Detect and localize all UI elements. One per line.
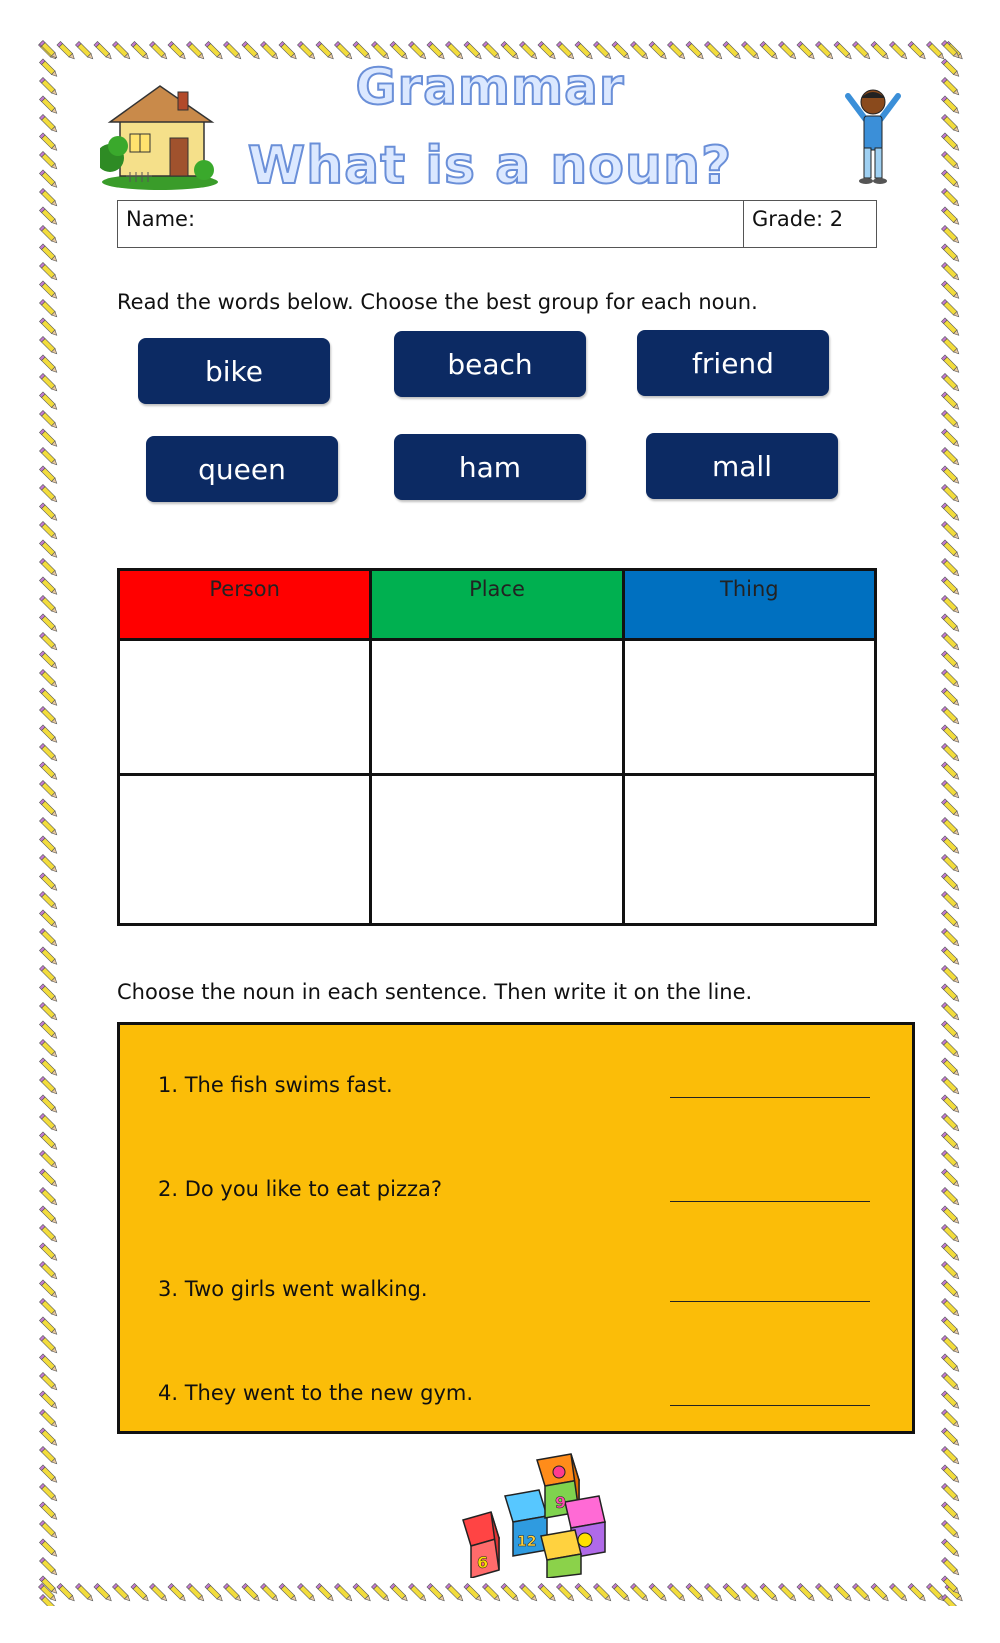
pencil-icon [760,1583,779,1602]
pencil-icon [941,355,960,374]
pencil-icon [39,743,58,762]
pencil-icon [390,1583,409,1602]
pencil-icon [941,373,960,392]
pencil-icon [39,1335,58,1354]
pencil-icon [39,1428,58,1447]
pencil-icon [260,1583,279,1602]
pencil-icon [941,1095,960,1114]
sentence-item: 1. The fish swims fast. [158,1073,393,1097]
pencil-icon [39,1576,58,1595]
pencil-icon [39,725,58,744]
pencil-icon [941,817,960,836]
pencil-icon [941,1021,960,1040]
pencil-icon [941,1557,960,1576]
drop-cell-person[interactable] [119,775,371,925]
pencil-icon [149,1583,168,1602]
pencil-icon [941,262,960,281]
pencil-icon [941,521,960,540]
pencil-icon [889,1583,908,1602]
drop-cell-place[interactable] [371,640,623,775]
worksheet-subtitle: What is a noun? [247,136,733,196]
pencil-icon [482,1583,501,1602]
pencil-icon [39,1058,58,1077]
pencil-icon [39,1224,58,1243]
pencil-icon [39,40,58,59]
sentence-item: 4. They went to the new gym. [158,1381,474,1405]
pencil-icon [39,1169,58,1188]
pencil-icon [556,1583,575,1602]
pencil-icon [112,1583,131,1602]
pencil-icon [941,947,960,966]
pencil-icon [941,1298,960,1317]
pencil-icon [39,614,58,633]
pencil-icon [39,392,58,411]
pencil-icon [941,891,960,910]
word-chip-friend[interactable]: friend [637,330,829,396]
drop-cell-person[interactable] [119,640,371,775]
pencil-icon [242,1583,261,1602]
pencil-icon [39,817,58,836]
pencil-icon [39,1354,58,1373]
pencil-icon [941,466,960,485]
pencil-icon [941,706,960,725]
pencil-icon [941,984,960,1003]
pencil-icon [39,1113,58,1132]
pencil-icon [941,595,960,614]
instruction-sentences: Choose the noun in each sentence. Then write it on the line. [117,980,753,1004]
pencil-icon [445,1583,464,1602]
pencil-icon [941,762,960,781]
pencil-icon [39,928,58,947]
pencil-icon [39,910,58,929]
pencil-icon [941,1483,960,1502]
pencil-icon [39,891,58,910]
pencil-icon [941,1520,960,1539]
pencil-icon [941,114,960,133]
toy-blocks-icon [455,1450,635,1578]
pencil-icon [908,1583,927,1602]
pencil-icon [941,1576,960,1595]
pencil-icon [941,743,960,762]
pencil-icon [941,1058,960,1077]
pencil-icon [39,836,58,855]
pencil-icon [39,762,58,781]
pencil-icon [941,632,960,651]
pencil-icon [39,1502,58,1521]
pencil-icon [941,558,960,577]
pencil-icon [168,1583,187,1602]
pencil-icon [39,1409,58,1428]
pencil-icon [941,1372,960,1391]
pencil-icon [941,503,960,522]
pencil-icon [941,725,960,744]
pencil-icon [941,577,960,596]
pencil-icon [941,1409,960,1428]
pencil-icon [39,521,58,540]
drop-cell-place[interactable] [371,775,623,925]
pencil-icon [39,336,58,355]
answer-line[interactable] [670,1301,870,1302]
pencil-icon [39,1002,58,1021]
pencil-icon [464,1583,483,1602]
pencil-icon [39,1539,58,1558]
pencil-icon [941,1446,960,1465]
pencil-icon [941,410,960,429]
noun-sort-table [117,568,877,926]
word-chip-ham[interactable]: ham [394,434,586,500]
pencil-icon [39,429,58,448]
worksheet-title: Grammar [355,58,625,116]
svg-text:9: 9 [555,1493,567,1512]
pencil-icon [39,355,58,374]
pencil-icon [39,373,58,392]
pencil-icon [39,503,58,522]
pencil-icon [941,873,960,892]
pencil-icon [941,965,960,984]
pencil-icon [39,1446,58,1465]
pencil-icon [704,1583,723,1602]
pencil-icon [941,1002,960,1021]
pencil-icon [39,947,58,966]
sentence-box [117,1022,915,1434]
pencil-icon [39,1483,58,1502]
pencil-icon [39,1039,58,1058]
pencil-icon [39,484,58,503]
pencil-icon [941,1428,960,1447]
pencil-icon [186,1583,205,1602]
pencil-icon [941,336,960,355]
pencil-icon [39,262,58,281]
boy-icon [838,86,908,186]
pencil-icon [39,207,58,226]
pencil-icon [39,1465,58,1484]
pencil-icon [39,1391,58,1410]
pencil-icon [39,688,58,707]
pencil-icon [39,669,58,688]
pencil-icon [39,558,58,577]
pencil-icon [39,780,58,799]
pencil-icon [941,688,960,707]
pencil-icon [39,1243,58,1262]
pencil-icon [941,299,960,318]
pencil-icon [39,651,58,670]
pencil-icon [39,299,58,318]
sentence-item: 3. Two girls went walking. [158,1277,428,1301]
pencil-icon [941,1335,960,1354]
pencil-icon [39,1520,58,1539]
svg-text:12: 12 [517,1534,537,1550]
pencil-icon [797,1583,816,1602]
pencil-icon [39,799,58,818]
pencil-icon [941,540,960,559]
pencil-icon [941,1132,960,1151]
pencil-icon [39,1594,58,1606]
answer-line[interactable] [670,1097,870,1098]
pencil-icon [297,1583,316,1602]
pencil-icon [39,540,58,559]
pencil-icon [941,1169,960,1188]
pencil-icon [39,706,58,725]
pencil-icon [649,1583,668,1602]
pencil-icon [941,1317,960,1336]
pencil-icon [75,1583,94,1602]
pencil-icon [501,1583,520,1602]
pencil-border-left [36,38,62,1606]
pencil-icon [39,447,58,466]
pencil-icon [39,410,58,429]
pencil-border-right [938,38,964,1606]
pencil-icon [667,1583,686,1602]
pencil-icon [630,1583,649,1602]
pencil-icon [94,1583,113,1602]
pencil-icon [741,1583,760,1602]
pencil-icon [353,1583,372,1602]
pencil-icon [39,1021,58,1040]
pencil-icon [205,1583,224,1602]
pencil-icon [279,1583,298,1602]
pencil-icon [778,1583,797,1602]
pencil-icon [871,1583,890,1602]
pencil-icon [39,1095,58,1114]
name-field[interactable] [118,201,744,247]
pencil-icon [575,1583,594,1602]
pencil-icon [39,595,58,614]
pencil-icon [941,1280,960,1299]
column-header-person: Person [119,570,371,640]
pencil-icon [686,1583,705,1602]
pencil-icon [39,632,58,651]
pencil-icon [39,965,58,984]
pencil-icon [941,225,960,244]
pencil-icon [39,225,58,244]
pencil-icon [941,244,960,263]
answer-line[interactable] [670,1405,870,1406]
pencil-icon [941,799,960,818]
grade-label: Grade: 2 [752,207,844,231]
pencil-icon [941,1113,960,1132]
pencil-icon [941,484,960,503]
drop-cell-thing[interactable] [623,775,875,925]
pencil-icon [39,577,58,596]
pencil-icon [941,1206,960,1225]
pencil-icon [941,1150,960,1169]
pencil-icon [316,1583,335,1602]
pencil-icon [39,1298,58,1317]
pencil-icon [941,429,960,448]
pencil-icon [39,873,58,892]
pencil-icon [371,1583,390,1602]
pencil-icon [223,1583,242,1602]
pencil-icon [39,244,58,263]
pencil-icon [39,1317,58,1336]
pencil-icon [39,1261,58,1280]
pencil-icon [941,1187,960,1206]
pencil-icon [39,1150,58,1169]
pencil-icon [427,1583,446,1602]
pencil-icon [941,1539,960,1558]
pencil-icon [39,114,58,133]
column-header-place: Place [371,570,623,640]
pencil-icon [941,928,960,947]
word-chip-beach[interactable]: beach [394,331,586,397]
svg-text:6: 6 [477,1553,489,1572]
pencil-icon [519,1583,538,1602]
instruction-sort: Read the words below. Choose the best group for each noun. [117,290,758,314]
pencil-icon [408,1583,427,1602]
column-header-thing: Thing [623,570,875,640]
pencil-icon [941,207,960,226]
name-label: Name: [126,207,196,231]
pencil-icon [834,1583,853,1602]
pencil-icon [941,40,960,59]
sentence-item: 2. Do you like to eat pizza? [158,1177,443,1201]
pencil-icon [39,854,58,873]
pencil-icon [941,318,960,337]
answer-line[interactable] [670,1201,870,1202]
pencil-icon [941,780,960,799]
pencil-icon [815,1583,834,1602]
word-chip-bike[interactable]: bike [138,338,330,404]
pencil-border-bottom [36,1580,964,1606]
pencil-icon [39,1187,58,1206]
pencil-icon [612,1583,631,1602]
word-chip-mall[interactable]: mall [646,433,838,499]
pencil-icon [941,447,960,466]
pencil-icon [941,1391,960,1410]
pencil-icon [39,281,58,300]
pencil-icon [941,651,960,670]
pencil-icon [39,466,58,485]
pencil-icon [941,392,960,411]
pencil-icon [723,1583,742,1602]
pencil-icon [941,669,960,688]
pencil-icon [941,1594,960,1606]
pencil-icon [39,1372,58,1391]
pencil-icon [941,854,960,873]
pencil-icon [941,1354,960,1373]
name-grade-box [117,200,877,248]
pencil-icon [39,1557,58,1576]
pencil-icon [39,1280,58,1299]
pencil-icon [941,614,960,633]
pencil-icon [39,984,58,1003]
pencil-icon [941,1243,960,1262]
pencil-icon [131,1583,150,1602]
pencil-icon [39,1076,58,1095]
pencil-icon [852,1583,871,1602]
pencil-icon [538,1583,557,1602]
pencil-icon [334,1583,353,1602]
pencil-icon [941,1039,960,1058]
pencil-icon [941,1502,960,1521]
pencil-icon [39,1132,58,1151]
drop-cell-thing[interactable] [623,640,875,775]
pencil-icon [39,318,58,337]
pencil-icon [941,1224,960,1243]
pencil-icon [941,910,960,929]
pencil-icon [941,1465,960,1484]
pencil-icon [941,836,960,855]
pencil-icon [941,281,960,300]
pencil-icon [39,1206,58,1225]
pencil-icon [593,1583,612,1602]
word-chip-queen[interactable]: queen [146,436,338,502]
pencil-icon [941,1076,960,1095]
pencil-icon [941,1261,960,1280]
